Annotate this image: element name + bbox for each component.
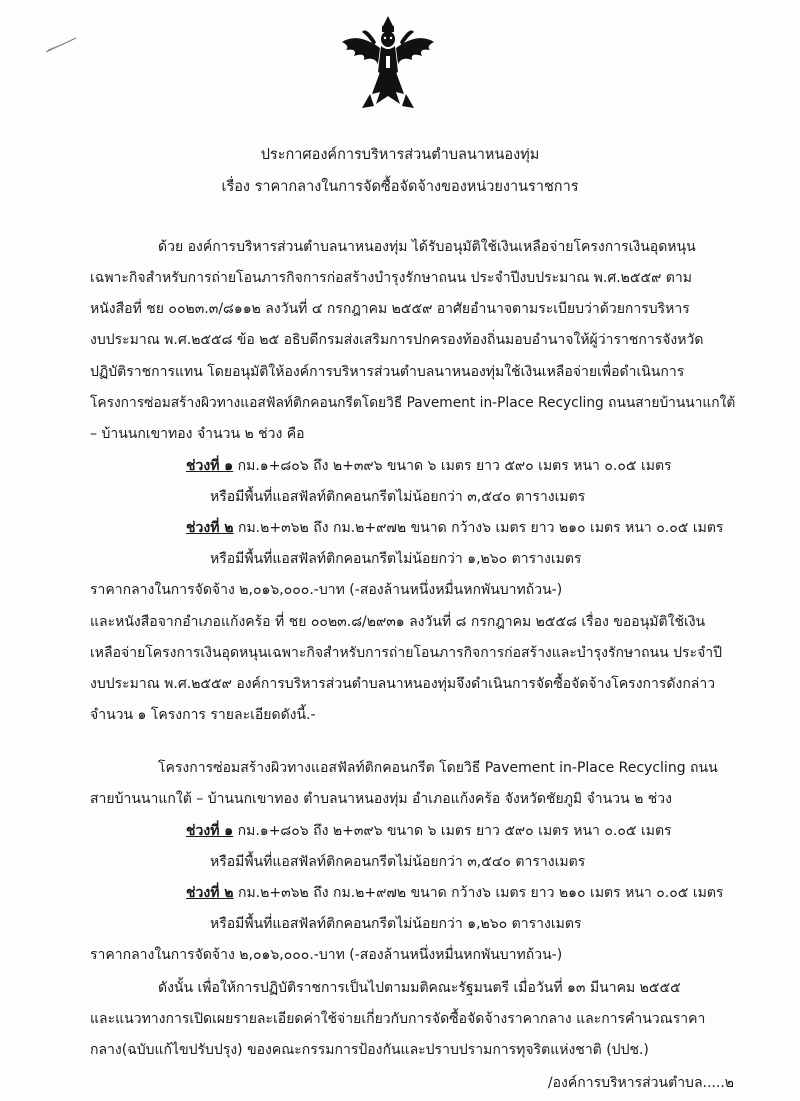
document-subject: เรื่อง ราคากลางในการจัดซื้อจัดจ้างของหน่วยงานราชการ: [221, 179, 579, 195]
section-detail: กม.๒+๓๖๒ ถึง กม.๒+๙๗๒ ขนาด กว้าง๖ เมตร ยาว ๒๑๐ เมตร หนา ๐.๐๕ เมตร: [233, 520, 724, 536]
page-continued-footer: /องค์การบริหารส่วนตำบล.....๒: [547, 1075, 734, 1091]
paragraph-line: เหลือจ่ายโครงการเงินอุดหนุนเฉพาะกิจสำหรับการถ่ายโอนภารกิจการก่อสร้างและบำรุงรักษาถนน ประจำปี: [90, 645, 723, 661]
section-detail: กม.๒+๓๖๒ ถึง กม.๒+๙๗๒ ขนาด กว้าง๖ เมตร ยาว ๒๑๐ เมตร หนา ๐.๐๕ เมตร: [233, 885, 724, 901]
section-label: ช่วงที่ ๑: [186, 823, 234, 839]
pen-stroke-mark: [44, 36, 78, 54]
section-line: [186, 456, 672, 476]
paragraph-line: และแนวทางการเปิดเผยรายละเอียดค่าใช้จ่ายเกี่ยวกับการจัดซื้อจัดจ้างราคากลาง และการคำนวณราคา: [90, 1011, 706, 1027]
section-line: [186, 518, 723, 538]
section-line: [186, 883, 723, 903]
price-line: ราคากลางในการจัดจ้าง ๒,๐๑๖,๐๐๐.-บาท (-สองล้านหนึ่งหมื่นหกพันบาทถ้วน-): [90, 947, 563, 963]
paragraph-line: เฉพาะกิจสำหรับการถ่ายโอนภารกิจการก่อสร้างบำรุงรักษาถนน ประจำปีงบประมาณ พ.ศ.๒๕๕๙ ตาม: [90, 270, 692, 286]
paragraph-line: ด้วย องค์การบริหารส่วนตำบลนาหนองทุ่ม ได้รับอนุมัติใช้เงินเหลือจ่ายโครงการเงินอุดหนุน: [158, 239, 696, 255]
price-line: ราคากลางในการจัดจ้าง ๒,๐๑๖,๐๐๐.-บาท (-สองล้านหนึ่งหมื่นหกพันบาทถ้วน-): [90, 582, 563, 598]
section-detail: กม.๑+๘๐๖ ถึง ๒+๓๙๖ ขนาด ๖ เมตร ยาว ๕๙๐ เมตร หนา ๐.๐๕ เมตร: [233, 458, 672, 474]
garuda-emblem-icon: [336, 12, 440, 116]
paragraph-line: – บ้านนกเขาทอง จำนวน ๒ ช่วง คือ: [90, 426, 305, 442]
paragraph-line: งบประมาณ พ.ศ.๒๕๕๘ ข้อ ๒๕ อธิบดีกรมส่งเสริมการปกครองท้องถิ่นมอบอำนาจให้ผู้ว่าราชการจังหวัด: [90, 332, 704, 348]
section-label: ช่วงที่ ๑: [186, 458, 234, 474]
section-label: ช่วงที่ ๒: [186, 520, 234, 536]
section-area: หรือมีพื้นที่แอสฟัลท์ติกคอนกรีตไม่น้อยกว่า ๑,๒๖๐ ตารางเมตร: [210, 916, 582, 932]
paragraph-line: จำนวน ๑ โครงการ รายละเอียดดังนี้.-: [90, 707, 316, 723]
section-line: [186, 821, 672, 841]
paragraph-line: ปฏิบัติราชการแทน โดยอนุมัติให้องค์การบริหารส่วนตำบลนาหนองทุ่มใช้เงินเหลือจ่ายเพื่อดำเนินการ: [90, 364, 685, 380]
section-detail: กม.๑+๘๐๖ ถึง ๒+๓๙๖ ขนาด ๖ เมตร ยาว ๕๙๐ เมตร หนา ๐.๐๕ เมตร: [233, 823, 672, 839]
paragraph-line: โครงการซ่อมสร้างผิวทางแอสฟัลท์ติกคอนกรีต โดยวิธี Pavement in-Place Recycling ถนน: [158, 760, 718, 776]
paragraph-line: และหนังสือจากอำเภอแก้งคร้อ ที่ ชย ๐๐๒๓.๘/๒๙๓๑ ลงวันที่ ๘ กรกฎาคม ๒๕๕๘ เรื่อง ขออนุมัติใช้เงิน: [90, 614, 706, 630]
paragraph-line: กลาง(ฉบับแก้ไขปรับปรุง) ของคณะกรรมการป้องกันและปราบปรามการทุจริตแห่งชาติ (ปปช.): [90, 1042, 649, 1058]
document-title: ประกาศองค์การบริหารส่วนตำบลนาหนองทุ่ม: [260, 147, 540, 163]
section-label: ช่วงที่ ๒: [186, 885, 234, 901]
section-area: หรือมีพื้นที่แอสฟัลท์ติกคอนกรีตไม่น้อยกว่า ๑,๒๖๐ ตารางเมตร: [210, 551, 582, 567]
section-area: หรือมีพื้นที่แอสฟัลท์ติกคอนกรีตไม่น้อยกว่า ๓,๕๔๐ ตารางเมตร: [210, 489, 586, 505]
paragraph-line: ดังนั้น เพื่อให้การปฏิบัติราชการเป็นไปตามมติคณะรัฐมนตรี เมื่อวันที่ ๑๓ มีนาคม ๒๕๕๕: [158, 980, 681, 996]
paragraph-line: งบประมาณ พ.ศ.๒๕๕๙ องค์การบริหารส่วนตำบลนาหนองทุ่มจึงดำเนินการจัดซื้อจัดจ้างโครงการดังกล่าว: [90, 676, 716, 692]
paragraph-line: โครงการซ่อมสร้างผิวทางแอสฟัลท์ติกคอนกรีตโดยวิธี Pavement in-Place Recycling ถนนสายบ้านนาแกใต้: [90, 395, 736, 411]
section-area: หรือมีพื้นที่แอสฟัลท์ติกคอนกรีตไม่น้อยกว่า ๓,๕๔๐ ตารางเมตร: [210, 854, 586, 870]
paragraph-line: สายบ้านนาแกใต้ – บ้านนกเขาทอง ตำบลนาหนองทุ่ม อำเภอแก้งคร้อ จังหวัดชัยภูมิ จำนวน ๒ ช่วง: [90, 791, 672, 807]
paragraph-line: หนังสือที่ ชย ๐๐๒๓.๓/๘๑๑๒ ลงวันที่ ๔ กรกฎาคม ๒๕๕๙ อาศัยอำนาจตามระเบียบว่าด้วยการบริหาร: [90, 301, 690, 317]
